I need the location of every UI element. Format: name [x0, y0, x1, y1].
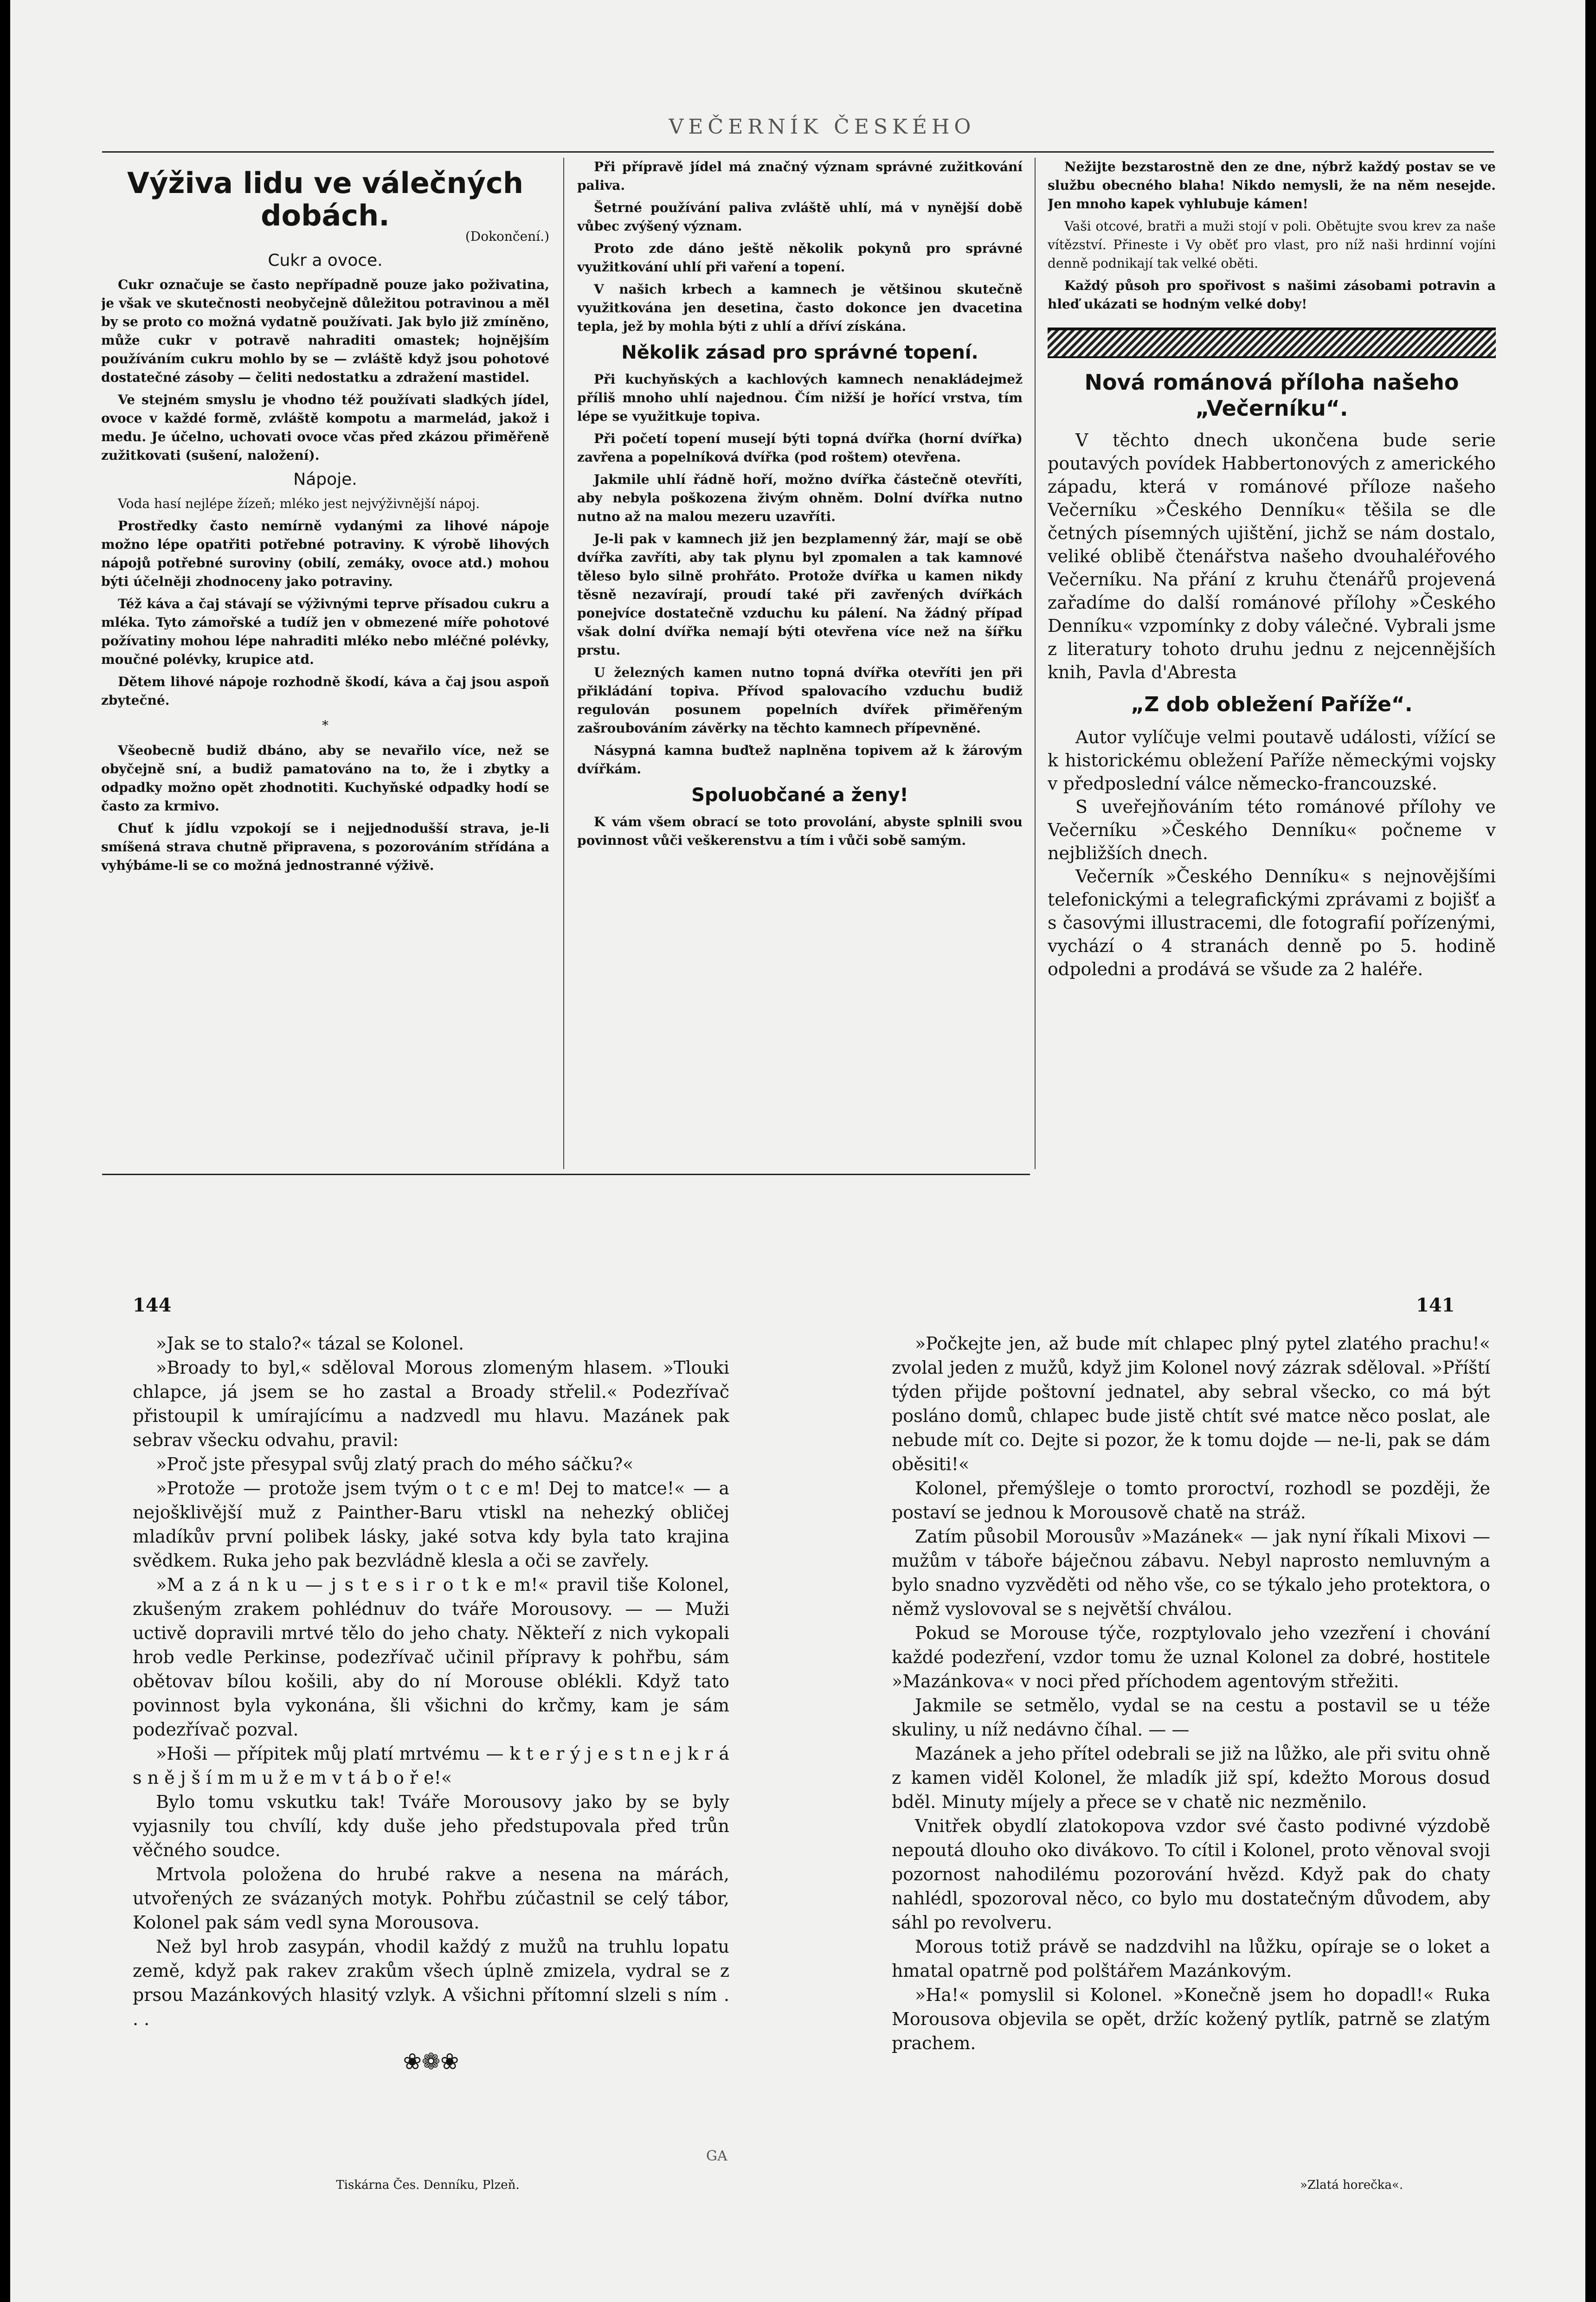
subheading-spoluobcane: Spoluobčané a ženy!	[691, 784, 908, 806]
paragraph: Jakmile uhlí řádně hoří, možno dvířka částečně otevříti, aby nebyla poškozena živým ohněm. Dolní dvířka nutno nutno až na malou mezeru uzavříti.	[577, 472, 1023, 524]
column-divider	[1035, 158, 1036, 1169]
paragraph: Večerník »Českého Denníku« s nejnovějšími telefonickými a telegrafickými zprávami z bojišť a s časovými illustracemi, dle fotografií pořízenými, vychází o 4 stranách denně po 5. hodině odpoledni a prodává se všude za 2 haléře.	[1048, 866, 1496, 979]
paragraph: Při kuchyňských a kachlových kamnech nenakládejmež příliš mnoho uhlí najednou. Čím nižší je hořící vrstva, tím lépe se využitkuje topiva.	[577, 372, 1023, 424]
masthead-rule	[102, 151, 1494, 153]
paragraph: Nežijte bezstarostně den ze dne, nýbrž každý postav se ve službu obecného blaha! Nikdo nemysli, že na něm nesejde. Jen mnoho kapek vyhlubuje kámen!	[1048, 159, 1496, 212]
novel-paragraph: Vnitřek obydlí zlatokopova vzdor své často podivné výzdobě nepoutá dlouho oko divákovo. To cítil i Kolonel, proto věnoval svoji pozornost nahodilému pozorování hvězd. Když pak do chaty nahlédl, spozoroval něco, co bylo mu dostatečným důvodem, aby sáhl po revolveru.	[892, 1816, 1490, 1933]
book-title: „Z dob obležení Paříže“.	[1131, 693, 1413, 716]
novel-paragraph: »Broady to byl,« sděloval Morous zlomeným hlasem. »Tlouki chlapce, já jsem se ho zastal a Broady střelil.« Podezřívač přistoupil k umírajícímu a nadzvedl mu hlavu. Mazánek pak sebrav všecku odvahu, pravil:	[133, 1357, 729, 1450]
paragraph: Všeobecně budiž dbáno, aby se nevařilo více, než se obyčejně sní, a budiž pamatováno na to, že i zbytky a odpadky možno opět zhodnotiti. Kuchyňské odpadky hodí se často za krmivo.	[101, 743, 549, 814]
paragraph: V našich krbech a kamnech je většinou skutečně využitkována jen desetina, často dokonce jen dvacetina tepla, jež by mohla býti z uhlí a dříví získána.	[577, 282, 1023, 334]
separator-star: *	[322, 718, 328, 733]
novel-paragraph: Kolonel, přemýšleje o tomto proroctví, rozhodl se později, že postaví se jednou k Morousově chatě na stráž.	[892, 1478, 1490, 1523]
column-3	[1048, 158, 1496, 1169]
novel-paragraph: Jakmile se setmělo, vydal se na cestu a postavil se u téže skuliny, u níž nedávno číhal. — —	[892, 1695, 1490, 1740]
novel-text-right	[892, 1331, 1490, 2055]
paragraph: Ve stejném smyslu je vhodno též používati sladkých jídel, ovoce v každé formě, zvláště kompotu a marmelád, jakož i medu. Je účelno, uchovati ovoce včas před zkázou přiměřeně zužitkovati (sušení, naložení).	[101, 392, 549, 463]
article-note: (Dokončení.)	[465, 229, 549, 244]
novel-paragraph: »Počkejte jen, až bude mít chlapec plný pytel zlatého prachu!« zvolal jeden z mužů, když jim Kolonel nový zázrak sděloval. »Příští týden přijde poštovní jednatel, aby sebral všecko, co má být posláno domů, chlapec bude jistě chtít své matce něco poslat, ale nebude mít co. Dejte si pozor, že k tomu dojde — ne-li, pak se dám oběsiti!«	[892, 1333, 1490, 1474]
masthead: VEČERNÍK ČESKÉHO	[669, 115, 976, 139]
subheading-napoje: Nápoje.	[293, 470, 357, 489]
subheading-cukr: Cukr a ovoce.	[268, 251, 383, 270]
novel-paragraph: Morous totiž právě se nadzdvihl na lůžku, opíraje se o loket a hmatal opatrně pod polštářem Mazánkovým.	[892, 1936, 1490, 1981]
announcement-title: Nová románová příloha našeho „Večerníku“.	[1084, 370, 1459, 421]
stamp-mark	[706, 2148, 727, 2164]
printer-imprint: Tiskárna Čes. Denníku, Plzeň.	[336, 2178, 520, 2192]
paragraph: Dětem lihové nápoje rozhodně škodí, káva a čaj jsou aspoň zbytečné.	[101, 674, 549, 708]
column-2	[577, 158, 1023, 1169]
novel-paragraph: »M a z á n k u — j s t e s i r o t k e m!« pravil tiše Kolonel, zkušeným zrakem pohlédnuv do tváře Morousovy. — — Muži uctivě dopravili mrtvé tělo do jeho chaty. Někteří z nich vykopali hrob vedle Perkinse, podezřívač učinil přípravy k pohřbu, sám obětovav bílou košili, aby do ní Morouse oblékli. Když tato povinnost byla vykonána, šli všichni do krčmy, kam je sám podezřívač pozval.	[133, 1575, 729, 1740]
paragraph: Voda hasí nejlépe žízeň; mléko jest nejvýživnější nápoj.	[118, 496, 480, 511]
paragraph: Prostředky často nemírně vydanými za lihové nápoje možno lépe opatřiti potřebné potraviny. K výrobě lihových nápojů potřebné suroviny (obilí, zemáky, ovoce atd.) mohou býti účelněji zhodnoceny jako potraviny.	[101, 518, 549, 589]
paragraph: Vaši otcové, bratři a muži stojí v poli. Obětujte svou krev za naše vítězství. Přineste i Vy oběť pro vlast, pro níž naši hrdinní vojíni denně podnikají tak velké oběti.	[1048, 219, 1496, 271]
column-divider	[563, 158, 564, 1169]
paragraph: Násypná kamna buďtež naplněna topivem až k žárovým dvířkám.	[577, 743, 1023, 777]
novel-paragraph: Zatím působil Morousův »Mazánek« — jak nyní říkali Mixovi — mužům v táboře báječnou zábavu. Nebyl naprosto nemluvným a bylo snadno vyzvěděti od něho vše, co se týkalo jeho protektora, o němž vyslovoval se s největší chválou.	[892, 1526, 1490, 1619]
paragraph: Proto zde dáno ještě několik pokynů pro správné využitkování uhlí při vaření a topení.	[577, 241, 1023, 275]
novel-paragraph: Než byl hrob zasypán, vhodil každý z mužů na truhlu lopatu země, když pak rakev zrakům všech úplně zmizela, vydral se z prsou Mazánkových hlasitý vzlyk. A všichni přítomní slzeli s ním . . .	[133, 1936, 729, 2029]
novel-paragraph: Bylo tomu vskutku tak! Tváře Morousovy jako by se byly vyjasnily tou chvílí, kdy duše jeho předstupovala před trůn věčného soudce.	[133, 1792, 729, 1860]
paragraph: V těchto dnech ukončena bude serie poutavých povídek Habbertonových z amerického západu, která v románové příloze našeho Večerníku »Českého Denníku« těšila se dle četných písemných ujištění, jichž se nám dostalo, veliké oblibě čtenářstva našeho dvouhaléřového Večerníku. Na přání z kruhu čtenářů projevená zařadíme do další románové přílohy »Českého Denníku« vzpomínky z doby válečné. Vybrali jsme z literatury tohoto druhu jednu z nejcennějších knih, Pavla d'Abresta	[1048, 430, 1496, 682]
novel-paragraph: Mrtvola položena do hrubé rakve a nesena na márách, utvořených ze svázaných motyk. Pohřbu zúčastnil se celý tábor, Kolonel pak sám vedl syna Morousova.	[133, 1864, 729, 1933]
paragraph: Při početí topení musejí býti topná dvířka (horní dvířka) zavřena a popelníková dvířka (pod roštem) otevřena.	[577, 431, 1023, 465]
page-number-left: 144	[133, 1294, 172, 1316]
novel-paragraph: »Protože — protože jsem tvým o t c e m! Dej to matce!« — a nejošklivější muž z Painther-Baru vtiskl na nehezký obličej mladíkův první polibek lásky, jaké sotva kdy byla tato krajina svědkem. Ruka jeho pak bezvládně klesla a oči se zavřely.	[133, 1478, 729, 1571]
paragraph: Autor vylíčuje velmi poutavě události, vížící se k historickému obležení Paříže německými vojsky v předposlední válce německo-francouzské.	[1048, 727, 1496, 794]
paragraph: Je-li pak v kamnech již jen bezplamenný žár, mají se obě dvířka zavříti, aby tak plynu byl zpomalen a tak kamnové těleso bylo silně prohřáto. Protože dvířka u kamen nikdy těsně nezavírají, proudí také při zavřených dvířkách ponejvíce dostatečně vzduchu ku pálení. Na žádný případ však dolní dvířka nemají býti otevřena více než na šířku prstu.	[577, 531, 1023, 658]
decorative-banner	[1048, 328, 1496, 358]
bottom-rule	[102, 1174, 1030, 1175]
announcement-body	[1048, 429, 1496, 981]
paragraph: Šetrné používání paliva zvláště uhlí, má v nynější době vůbec zvýšený význam.	[577, 200, 1023, 234]
novel-paragraph: »Hoši — přípitek můj platí mrtvému — k t e r ý j e s t n e j k r á s n ě j š í m m u ž e m v t á b o ř e!«	[133, 1743, 729, 1788]
subheading-topeni: Několik zásad pro správné topení.	[621, 342, 978, 363]
stamp-text: GA	[706, 2148, 727, 2164]
novel-paragraph: »Proč jste přesypal svůj zlatý prach do mého sáčku?«	[156, 1454, 634, 1474]
page-number-right: 141	[1416, 1294, 1455, 1316]
newspaper-page	[10, 0, 1585, 2302]
column-1	[101, 158, 549, 1169]
ornament-icon: ❀❁❀	[403, 2049, 459, 2075]
paragraph: Každý půsoh pro spořivost s našimi zásobami potravin a hleď ukázati se hodným velké doby!	[1048, 278, 1496, 312]
paragraph: Při přípravě jídel má značný význam správné zužitkování paliva.	[577, 159, 1023, 193]
novel-text-left	[133, 1331, 729, 2031]
paragraph: K vám všem obrací se toto provolání, abyste splnili svou povinnost vůči veškerenstvu a tím i vůči sobě samým.	[577, 814, 1023, 848]
novel-paragraph: »Ha!« pomyslil si Kolonel. »Konečně jsem ho dopadl!« Ruka Morousova objevila se opět, držíc kožený pytlík, patrně se zlatým prachem.	[892, 1985, 1490, 2053]
article-title: Výživa lidu ve válečných dobách.	[127, 166, 523, 232]
paragraph: U železných kamen nutno topná dvířka otevříti jen při přikládání topiva. Přívod spalovacího vzduchu budiž regulován posunem popelních dvířek přiměřeným zašroubováním závěrky na těchto kamnech přípevněné.	[577, 665, 1023, 736]
paragraph: Chuť k jídlu vzpokojí se i nejjednodušší strava, je-li smíšená strava chutně připravena, s pozorováním střídána a vyhýbáme-li se co možná jednostranné výživě.	[101, 821, 549, 873]
novel-title-footer: »Zlatá horečka«.	[1300, 2178, 1403, 2192]
novel-page-right	[892, 1331, 1490, 2180]
novel-paragraph: »Jak se to stalo?« tázal se Kolonel.	[156, 1333, 464, 1354]
paragraph: Cukr označuje se často nepřípadně pouze jako poživatina, je však ve skutečnosti neobyčejně důležitou potravinou a měl by se proto co možná vydatně používati. Jak bylo již zmíněno, může cukr v potravě nahraditi omastek; hojnějším používáním cukru mohlo by se — zvláště když jsou pohotové dostatečné zásoby — čeliti nedostatku a zdražení mastidel.	[101, 277, 549, 385]
novel-paragraph: Pokud se Morouse týče, rozptylovalo jeho vzezření i chování každé podezření, vzdor tomu že uznal Kolonel za dobré, hostitele »Mazánkova« v noci před příchodem agentovým střežiti.	[892, 1623, 1490, 1691]
paragraph: S uveřejňováním této románové přílohy ve Večerníku »Českého Denníku« počneme v nejbližších dnech.	[1048, 797, 1496, 863]
paragraph: Též káva a čaj stávají se výživnými teprve přísadou cukru a mléka. Tyto zámořské a tudíž jen v obmezené míře pohotové požívatiny mohou lépe nahraditi mléko nebo mléčné polévky, moučné polévky, krupice atd.	[101, 596, 549, 667]
novel-paragraph: Mazánek a jeho přítel odebrali se již na lůžko, ale při svitu ohně z kamen viděl Kolonel, že mladík již spí, kdežto Morous dosud bděl. Minuty míjely a přece se v chatě nic nezměnilo.	[892, 1743, 1490, 1812]
novel-page-left	[133, 1331, 729, 2180]
